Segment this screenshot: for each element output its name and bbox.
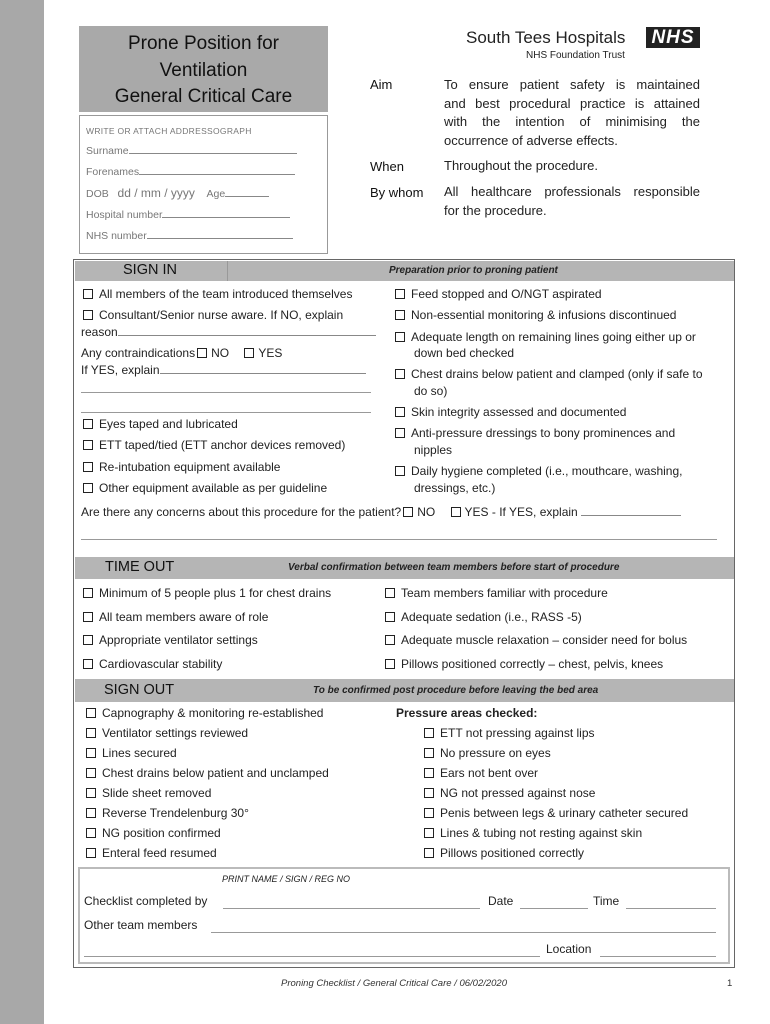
time-out-heading: TIME OUT [105,559,175,575]
forenames-field[interactable] [139,165,295,175]
checkbox-concerns-no[interactable] [403,507,413,517]
trust-name: NHS Foundation Trust [526,50,625,61]
age-label: Age [206,188,226,200]
checkbox-ng-position[interactable]: NG position confirmed [86,826,221,840]
checkbox-pressure-eyes[interactable]: No pressure on eyes [424,746,551,760]
checkbox-feed-stopped[interactable]: Feed stopped and O/NGT aspirated [395,287,602,301]
sign-in-heading: SIGN IN [123,262,177,278]
time-out-subheading: Verbal confirmation between team members before start of procedure [288,562,620,573]
checkbox-pillows-correct[interactable]: Pillows positioned correctly [424,846,584,860]
checkbox-reintubation[interactable]: Re-intubation equipment available [83,460,280,474]
checkbox-consultant-aware[interactable]: Consultant/Senior nurse aware. If NO, explain [83,308,343,322]
nhs-number-field[interactable] [147,229,293,239]
surname-field[interactable] [129,144,297,154]
chest-drains-cont: do so) [414,384,448,398]
page-number: 1 [727,978,733,989]
checkbox-team-familiar[interactable]: Team members familiar with procedure [385,586,608,600]
daily-hygiene-cont: dressings, etc.) [414,481,496,495]
checkbox-ng-nose[interactable]: NG not pressed against nose [424,786,595,800]
nhs-logo: NHS [646,27,700,48]
when-text: Throughout the procedure. [444,158,598,173]
checkbox-capnography[interactable]: Capnography & monitoring re-established [86,706,323,720]
concerns-row: Are there any concerns about this procedure for the patient? NO YES - If YES, explain [81,505,681,519]
consultant-reason-field[interactable]: reason [81,325,376,339]
checkbox-contra-yes[interactable] [244,348,254,358]
trust-branding [466,26,702,66]
checkbox-lines-secured[interactable]: Lines secured [86,746,177,760]
title-line-2: Ventilation [159,59,248,81]
checkbox-trendelenburg[interactable]: Reverse Trendelenburg 30° [86,806,249,820]
checkbox-enteral-feed[interactable]: Enteral feed resumed [86,846,217,860]
checkbox-daily-hygiene[interactable]: Daily hygiene completed (i.e., mouthcare, washing, [395,464,682,478]
when-label: When [370,159,404,174]
sign-out-heading: SIGN OUT [104,682,175,698]
dob-label: DOB [86,188,109,200]
age-field[interactable] [225,187,269,197]
checkbox-catheter[interactable]: Penis between legs & urinary catheter secured [424,806,688,820]
location-field[interactable] [600,956,716,957]
footer-text: Proning Checklist / General Critical Care / 06/02/2020 [281,978,508,989]
time-out-bar [75,557,734,579]
checkbox-ventilator-settings[interactable]: Appropriate ventilator settings [83,633,258,647]
sign-in-bar [75,261,734,281]
title-line-1: Prone Position for [127,33,280,54]
by-whom-text: All healthcare professionals responsible for the procedure. [444,184,700,218]
checkbox-concerns-yes[interactable] [451,507,461,517]
checkbox-chest-drains-unclamped[interactable]: Chest drains below patient and unclamped [86,766,329,780]
explain-line-1[interactable] [81,392,371,393]
addressograph-heading: WRITE OR ATTACH ADDRESSOGRAPH [86,126,252,136]
dob-format[interactable]: dd / mm / yyyy [117,186,195,200]
anti-pressure-cont: nipples [414,443,453,457]
checkbox-muscle-relaxation[interactable]: Adequate muscle relaxation – consider need for bolus [385,633,687,647]
explain-line-2[interactable] [81,412,371,413]
checkbox-team-introduced[interactable]: All members of the team introduced themselves [83,287,352,301]
location-label: Location [546,942,592,956]
date-label: Date [488,894,514,908]
checkbox-minimum-people[interactable]: Minimum of 5 people plus 1 for chest drains [83,586,331,600]
checkbox-chest-drains[interactable]: Chest drains below patient and clamped (only if safe to [395,367,703,381]
sign-in-subheading: Preparation prior to proning patient [389,265,558,276]
nhs-number-label: NHS number [86,230,147,242]
signoff-box [78,867,730,964]
sign-out-subheading: To be confirmed post procedure before leaving the bed area [313,685,599,696]
checkbox-contra-no[interactable] [197,348,207,358]
checkbox-skin-integrity[interactable]: Skin integrity assessed and documented [395,405,626,419]
forenames-label: Forenames [86,166,140,178]
time-field[interactable] [626,908,716,909]
checklist-box [73,259,735,968]
time-label: Time [593,894,620,908]
checkbox-ears[interactable]: Ears not bent over [424,766,538,780]
checkbox-ett-taped[interactable]: ETT taped/tied (ETT anchor devices removed) [83,438,345,452]
print-name-label: PRINT NAME / SIGN / REG NO [222,874,351,884]
completed-by-field[interactable] [223,908,480,909]
checkbox-pillows-positioned[interactable]: Pillows positioned correctly – chest, pelvis, knees [385,657,663,671]
checkbox-ventilator-reviewed[interactable]: Ventilator settings reviewed [86,726,248,740]
checkbox-team-aware-role[interactable]: All team members aware of role [83,610,268,624]
pressure-areas-heading: Pressure areas checked: [396,706,538,720]
checkbox-other-equipment[interactable]: Other equipment available as per guideline [83,481,327,495]
checkbox-adequate-sedation[interactable]: Adequate sedation (i.e., RASS -5) [385,610,582,624]
checkbox-non-essential[interactable]: Non-essential monitoring & infusions discontinued [395,308,676,322]
aim-label: Aim [370,77,393,92]
other-members-field[interactable] [211,932,716,933]
left-margin-bar [0,0,44,1024]
other-members-field-2[interactable] [84,956,540,957]
contraindications-row: Any contraindications NO YES [81,346,283,360]
checkbox-slide-sheet[interactable]: Slide sheet removed [86,786,211,800]
lines-length-cont: down bed checked [414,346,515,360]
contraindications-explain-field[interactable]: If YES, explain [81,363,366,377]
checkbox-eyes-taped[interactable]: Eyes taped and lubricated [83,417,238,431]
title-line-3: General Critical Care [114,86,293,107]
surname-label: Surname [86,145,129,157]
sign-out-bar [75,679,734,702]
checkbox-cardiovascular[interactable]: Cardiovascular stability [83,657,222,671]
hospital-name: South Tees Hospitals [466,28,626,47]
concerns-line[interactable] [81,539,717,540]
addressograph-box [79,115,328,254]
aim-text: To ensure patient safety is maintained and best procedural practice is attained with the intention of minimising the occurrence of adverse effects. [444,77,700,148]
hospital-number-label: Hospital number [86,209,163,221]
other-members-label: Other team members [84,918,198,932]
document-title [79,26,328,112]
hospital-number-field[interactable] [162,208,290,218]
checkbox-lines-length[interactable]: Adequate length on remaining lines going either up or [395,330,696,344]
checkbox-anti-pressure[interactable]: Anti-pressure dressings to bony prominences and [395,426,675,440]
date-field[interactable] [520,908,588,909]
checkbox-lines-skin[interactable]: Lines & tubing not resting against skin [424,826,642,840]
completed-by-label: Checklist completed by [84,894,208,908]
checkbox-ett-lips[interactable]: ETT not pressing against lips [424,726,595,740]
by-whom-label: By whom [370,185,424,200]
concerns-explain-field[interactable] [581,506,681,516]
